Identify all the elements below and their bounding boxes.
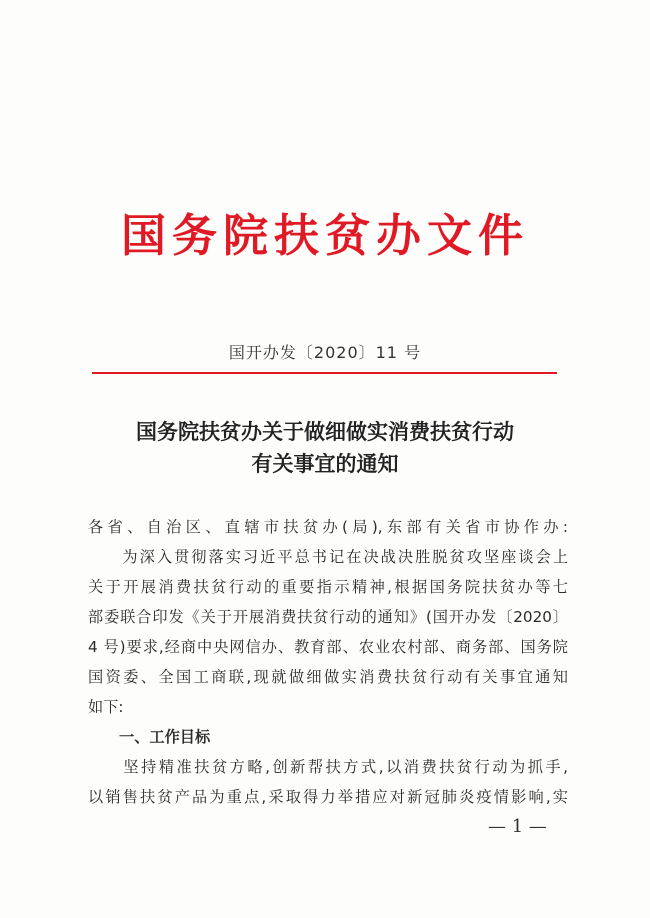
document-number: 国开办发〔2020〕11 号	[228, 343, 422, 362]
body-line: 国资委、全国工商联,现就做细做实消费扶贫行动有关事宜通知	[88, 668, 568, 686]
notice-title-line-1: 国务院扶贫办关于做细做实消费扶贫行动	[136, 419, 514, 444]
body-line-salutation: 各省、自治区、直辖市扶贫办(局),东部有关省市协作办:	[88, 518, 568, 536]
notice-body	[88, 512, 568, 812]
body-line: 如下:	[88, 698, 124, 716]
section-heading: 一、工作目标	[119, 728, 211, 746]
page-number: — 1 —	[488, 816, 547, 837]
red-divider-line	[92, 372, 557, 374]
body-line: 坚持精准扶贫方略,创新帮扶方式,以消费扶贫行动为抓手,	[88, 758, 568, 776]
notice-title-line-2: 有关事宜的通知	[251, 451, 399, 476]
body-line: 4 号)要求,经商中央网信办、教育部、农业农村部、商务部、国务院	[88, 638, 568, 656]
notice-title	[0, 416, 650, 480]
body-line: 部委联合印发《关于开展消费扶贫行动的通知》(国开办发〔2020〕	[88, 608, 568, 626]
body-line: 关于开展消费扶贫行动的重要指示精神,根据国务院扶贫办等七	[88, 578, 568, 596]
masthead-title: 国务院扶贫办文件	[120, 209, 529, 262]
body-line: 为深入贯彻落实习近平总书记在决战决胜脱贫攻坚座谈会上	[88, 548, 568, 566]
body-line: 以销售扶贫产品为重点,采取得力举措应对新冠肺炎疫情影响,实	[88, 788, 568, 806]
